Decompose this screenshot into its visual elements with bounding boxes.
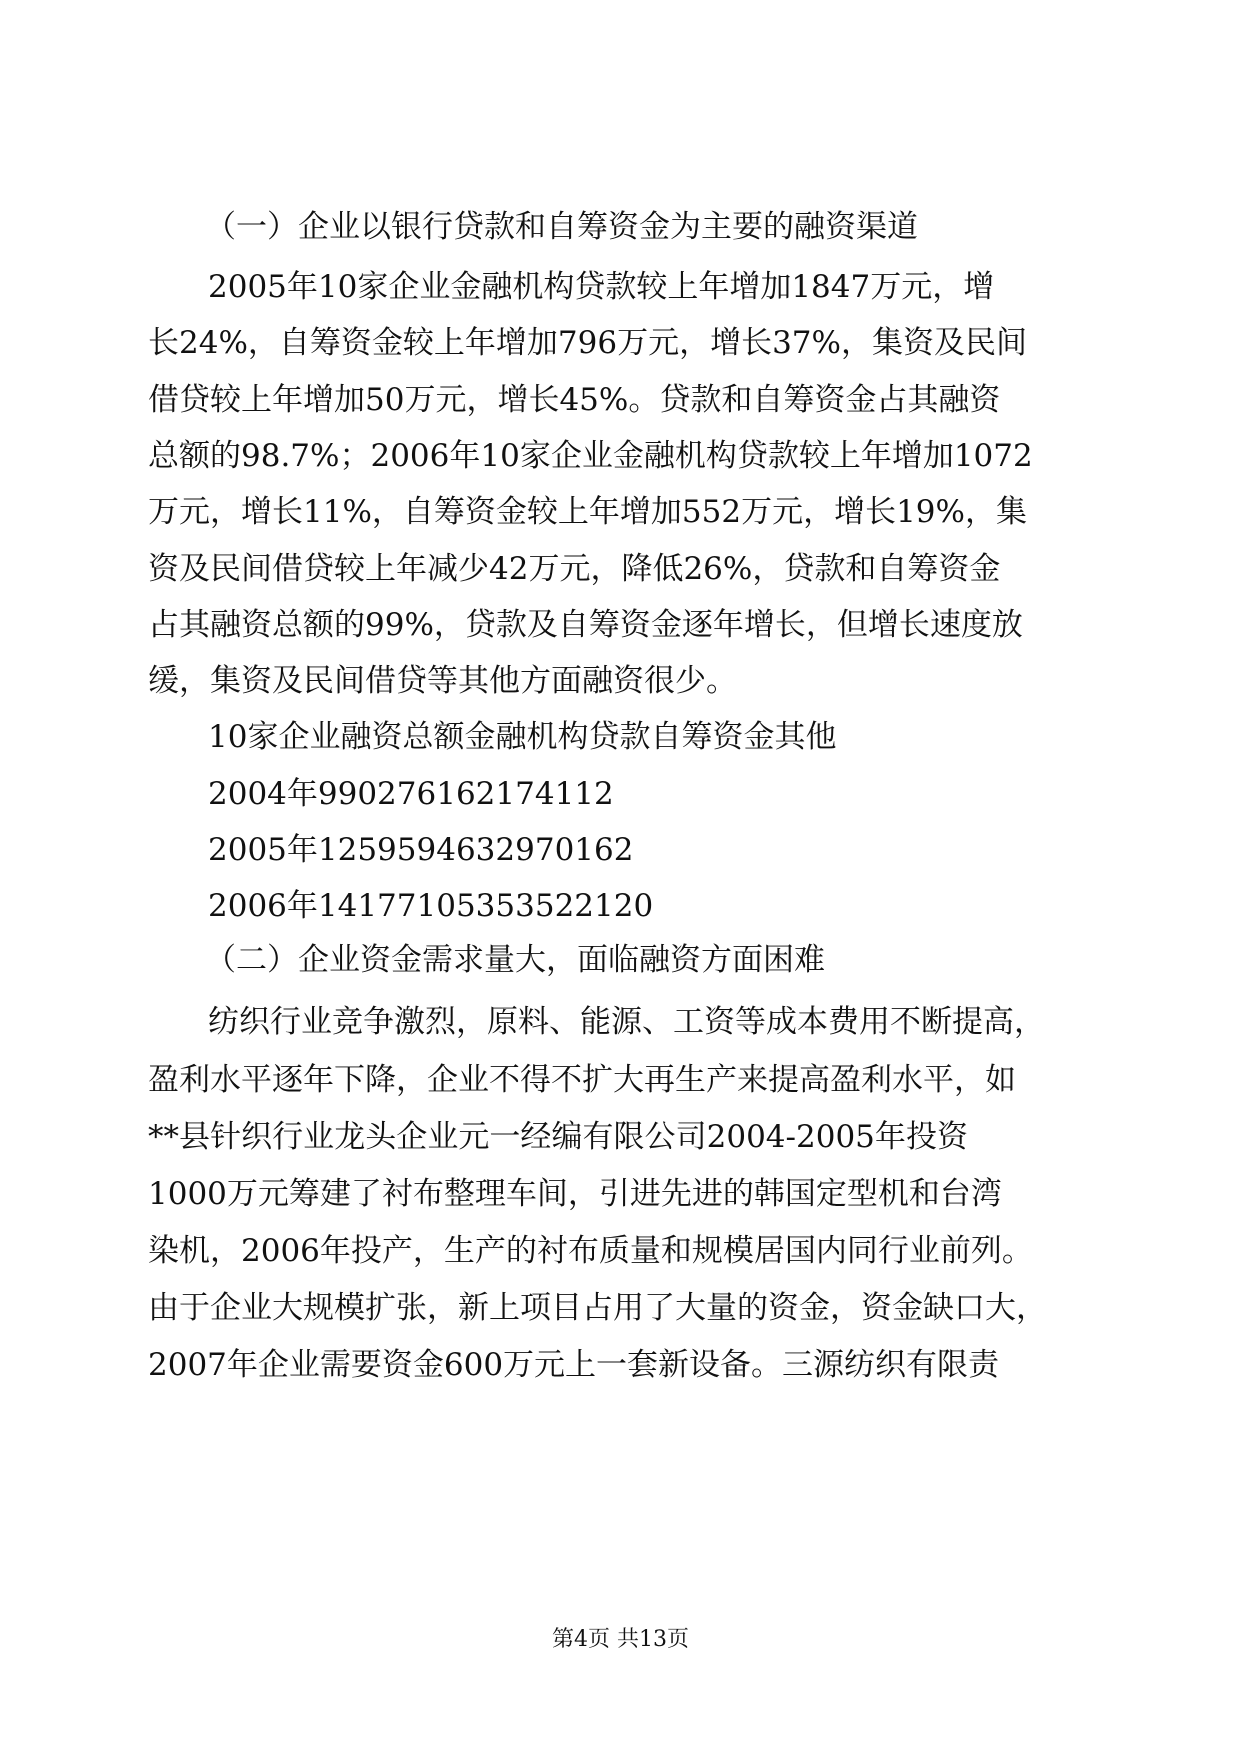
page-number-footer: 第4页 共13页 [552,1627,689,1652]
section1-heading: （一）企业以银行贷款和自筹资金为主要的融资渠道 [205,209,918,245]
section1-paragraph-line: 总额的98.7%；2006年10家企业金融机构贷款较上年增加1072 [148,438,1033,474]
section2-paragraph-line: 1000万元筹建了衬布整理车间，引进先进的韩国定型机和台湾 [148,1176,1002,1212]
section1-paragraph-line: 长24%，自筹资金较上年增加796万元，增长37%，集资及民间 [148,325,1027,361]
section2-paragraph-line: 由于企业大规模扩张，新上项目占用了大量的资金，资金缺口大， [148,1290,1047,1326]
section2-paragraph-line: 盈利水平逐年下降，企业不得不扩大再生产来提高盈利水平，如 [148,1062,1016,1098]
section1-paragraph-line: 占其融资总额的99%，贷款及自筹资金逐年增长，但增长速度放 [148,607,1023,643]
table-row-line: 2006年14177105353522120 [208,888,654,924]
section2-paragraph-line: 2007年企业需要资金600万元上一套新设备。三源纺织有限责 [148,1347,1000,1383]
section1-paragraph-line: 缓，集资及民间借贷等其他方面融资很少。 [148,663,737,699]
section1-paragraph-line: 2005年10家企业金融机构贷款较上年增加1847万元，增 [208,269,995,305]
table-row-line: 2005年1259594632970162 [208,832,634,868]
section2-paragraph-line: **县针织行业龙头企业元一经编有限公司2004-2005年投资 [148,1119,968,1155]
section2-heading: （二）企业资金需求量大，面临融资方面困难 [205,942,825,978]
section1-paragraph-line: 借贷较上年增加50万元，增长45%。贷款和自筹资金占其融资 [148,382,1001,418]
table-header-line: 10家企业融资总额金融机构贷款自筹资金其他 [208,719,837,755]
section1-paragraph-line: 万元，增长11%，自筹资金较上年增加552万元，增长19%，集 [148,494,1027,530]
table-row-line: 2004年990276162174112 [208,776,614,812]
section2-paragraph-line: 纺织行业竞争激烈，原料、能源、工资等成本费用不断提高， [208,1004,1045,1040]
section1-paragraph-line: 资及民间借贷较上年减少42万元，降低26%，贷款和自筹资金 [148,551,1001,587]
section2-paragraph-line: 染机，2006年投产，生产的衬布质量和规模居国内同行业前列。 [148,1233,1033,1269]
